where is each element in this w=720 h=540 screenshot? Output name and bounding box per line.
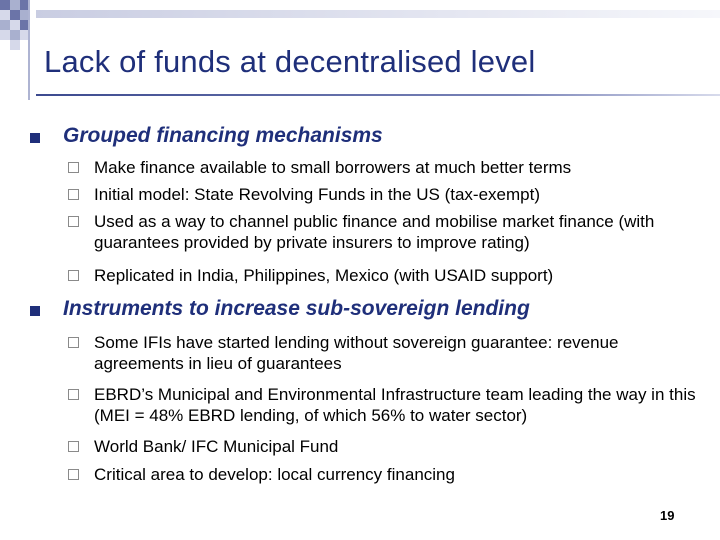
tile <box>0 20 10 30</box>
header-left-rule <box>28 0 30 100</box>
tile <box>10 10 20 20</box>
empty-checkbox-icon <box>68 389 79 400</box>
title-underline <box>36 94 720 96</box>
tile <box>10 20 20 30</box>
list-item-text: Make finance available to small borrowers at much better terms <box>94 158 572 177</box>
list-item-text: World Bank/ IFC Municipal Fund <box>94 437 339 456</box>
list-item-text: Initial model: State Revolving Funds in the US (tax-exempt) <box>94 185 540 204</box>
tile <box>0 0 10 10</box>
list-item-text: EBRD’s Municipal and Environmental Infrastructure team leading the way in this (MEI = 48% EBRD lending, of which 56% to water sector) <box>94 385 696 425</box>
empty-checkbox-icon <box>68 216 79 227</box>
filled-square-icon <box>30 306 40 316</box>
list-item-text: Replicated in India, Philippines, Mexico (with USAID support) <box>94 266 554 285</box>
section-heading-text: Grouped financing mechanisms <box>63 124 383 147</box>
tile <box>0 30 10 40</box>
tile <box>0 10 10 20</box>
slide-title: Lack of funds at decentralised level <box>44 44 536 79</box>
list-item-text: Critical area to develop: local currency financing <box>94 465 455 484</box>
empty-checkbox-icon <box>68 441 79 452</box>
empty-checkbox-icon <box>68 270 79 281</box>
empty-checkbox-icon <box>68 337 79 348</box>
filled-square-icon <box>30 133 40 143</box>
tile <box>10 30 20 40</box>
tile <box>10 0 20 10</box>
list-item-text: Used as a way to channel public finance and mobilise market finance (with guarantees provided by private insurers to improve rating) <box>94 212 655 252</box>
page-number: 19 <box>660 508 675 523</box>
section-heading-text: Instruments to increase sub-sovereign lending <box>63 297 530 320</box>
list-item-text: Some IFIs have started lending without sovereign guarantee: revenue agreements in lieu of guarantees <box>94 333 619 373</box>
header-top-band <box>36 10 720 18</box>
empty-checkbox-icon <box>68 469 79 480</box>
empty-checkbox-icon <box>68 189 79 200</box>
tile <box>10 40 20 50</box>
empty-checkbox-icon <box>68 162 79 173</box>
